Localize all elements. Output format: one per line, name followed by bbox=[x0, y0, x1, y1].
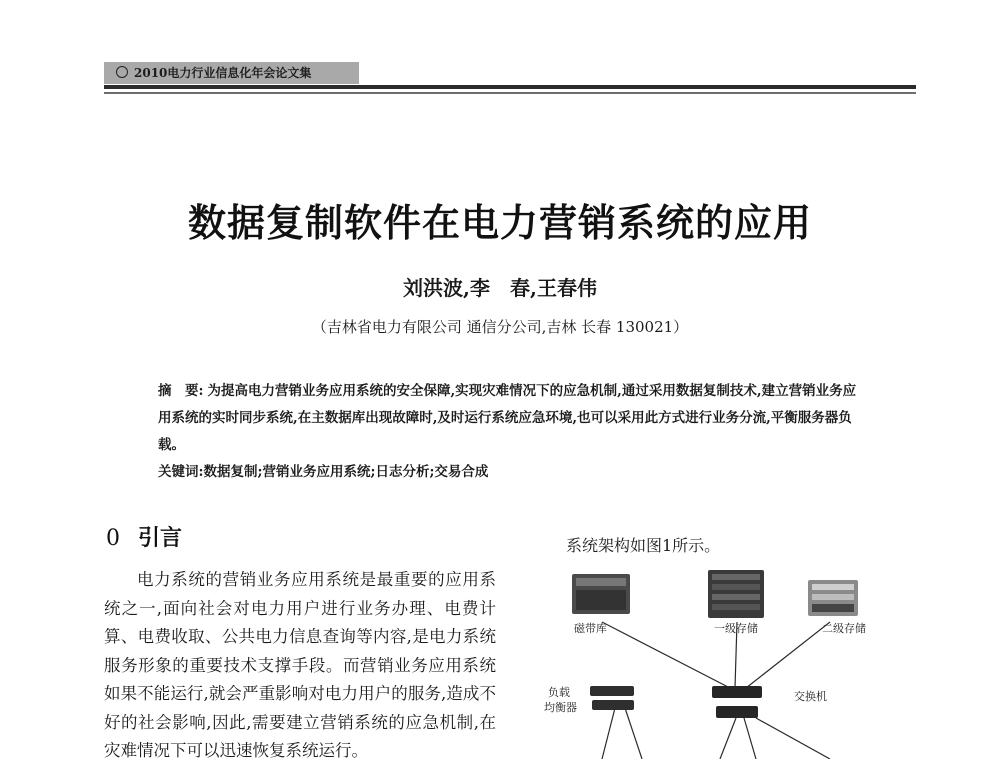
tape-library-device bbox=[572, 574, 630, 614]
load-balancer-label-line2: 均衡器 bbox=[544, 701, 577, 714]
abstract-label: 摘 要: bbox=[158, 383, 204, 399]
secondary-to-switch-line bbox=[746, 622, 830, 688]
switch-down-line-1 bbox=[720, 718, 736, 759]
secondary-storage-device bbox=[808, 580, 858, 616]
system-architecture-diagram bbox=[530, 560, 910, 759]
switch-down-line-2 bbox=[744, 718, 756, 759]
lb-down-line-1 bbox=[602, 708, 615, 759]
section-heading bbox=[106, 521, 182, 552]
header-rule-thin bbox=[104, 92, 916, 94]
load-balancer-label-line1: 负载 bbox=[548, 686, 570, 699]
intro-paragraph: 电力系统的营销业务应用系统是最重要的应用系统之一,面向社会对电力用户进行业务办理、电费计算、电费收取、公共电力信息查询等内容,是电力系统服务形象的重要技术支撑手段。而营销业务应用系统如果不能运行,就会严重影响对电力用户的服务,造成不好的社会影响,因此,需要建立营销系统的应急机制,在灾难情况下可以迅速恢复系统运行。 bbox=[104, 570, 496, 760]
abstract-text: 为提高电力营销业务应用系统的安全保障,实现灾难情况下的应急机制,通过采用数据复制技术,建立营销业务应用系统的实时同步系统,在主数据库出现故障时,及时运行系统应急环境,也可以采用此方式进行业务分流,平衡服务器负载。 bbox=[158, 383, 857, 453]
header-rule bbox=[104, 85, 916, 89]
running-head bbox=[104, 62, 359, 84]
switch-device bbox=[712, 686, 762, 718]
primary-storage-label: 一级存储 bbox=[714, 622, 758, 635]
section-title: 引言 bbox=[138, 525, 183, 551]
switch-label: 交换机 bbox=[794, 690, 827, 703]
secondary-storage-label: 二级存储 bbox=[822, 622, 866, 635]
abstract-block bbox=[158, 378, 868, 486]
proceedings-logo-icon bbox=[116, 66, 128, 78]
primary-storage-device bbox=[708, 570, 764, 618]
keywords-line bbox=[158, 459, 868, 486]
lb-down-line-2 bbox=[625, 708, 642, 759]
tape-to-switch-line bbox=[602, 622, 730, 688]
paper-title: 数据复制软件在电力营销系统的应用 bbox=[187, 200, 812, 245]
running-head-text: 2010电力行业信息化年会论文集 bbox=[134, 66, 312, 80]
figure-caption: 系统架构如图1所示。 bbox=[566, 536, 721, 555]
tape-library-label: 磁带库 bbox=[574, 622, 607, 635]
section-number: 0 bbox=[106, 526, 120, 551]
paper-authors: 刘洪波,李 春,王春伟 bbox=[403, 276, 597, 300]
paper-affiliation: （吉林省电力有限公司 通信分公司,吉林 长春 130021） bbox=[311, 318, 689, 336]
keywords-label: 关键词: bbox=[158, 464, 204, 480]
switch-down-line-3 bbox=[756, 718, 830, 759]
keywords-text: 数据复制;营销业务应用系统;日志分析;交易合成 bbox=[203, 464, 489, 480]
load-balancer-device bbox=[590, 686, 634, 710]
